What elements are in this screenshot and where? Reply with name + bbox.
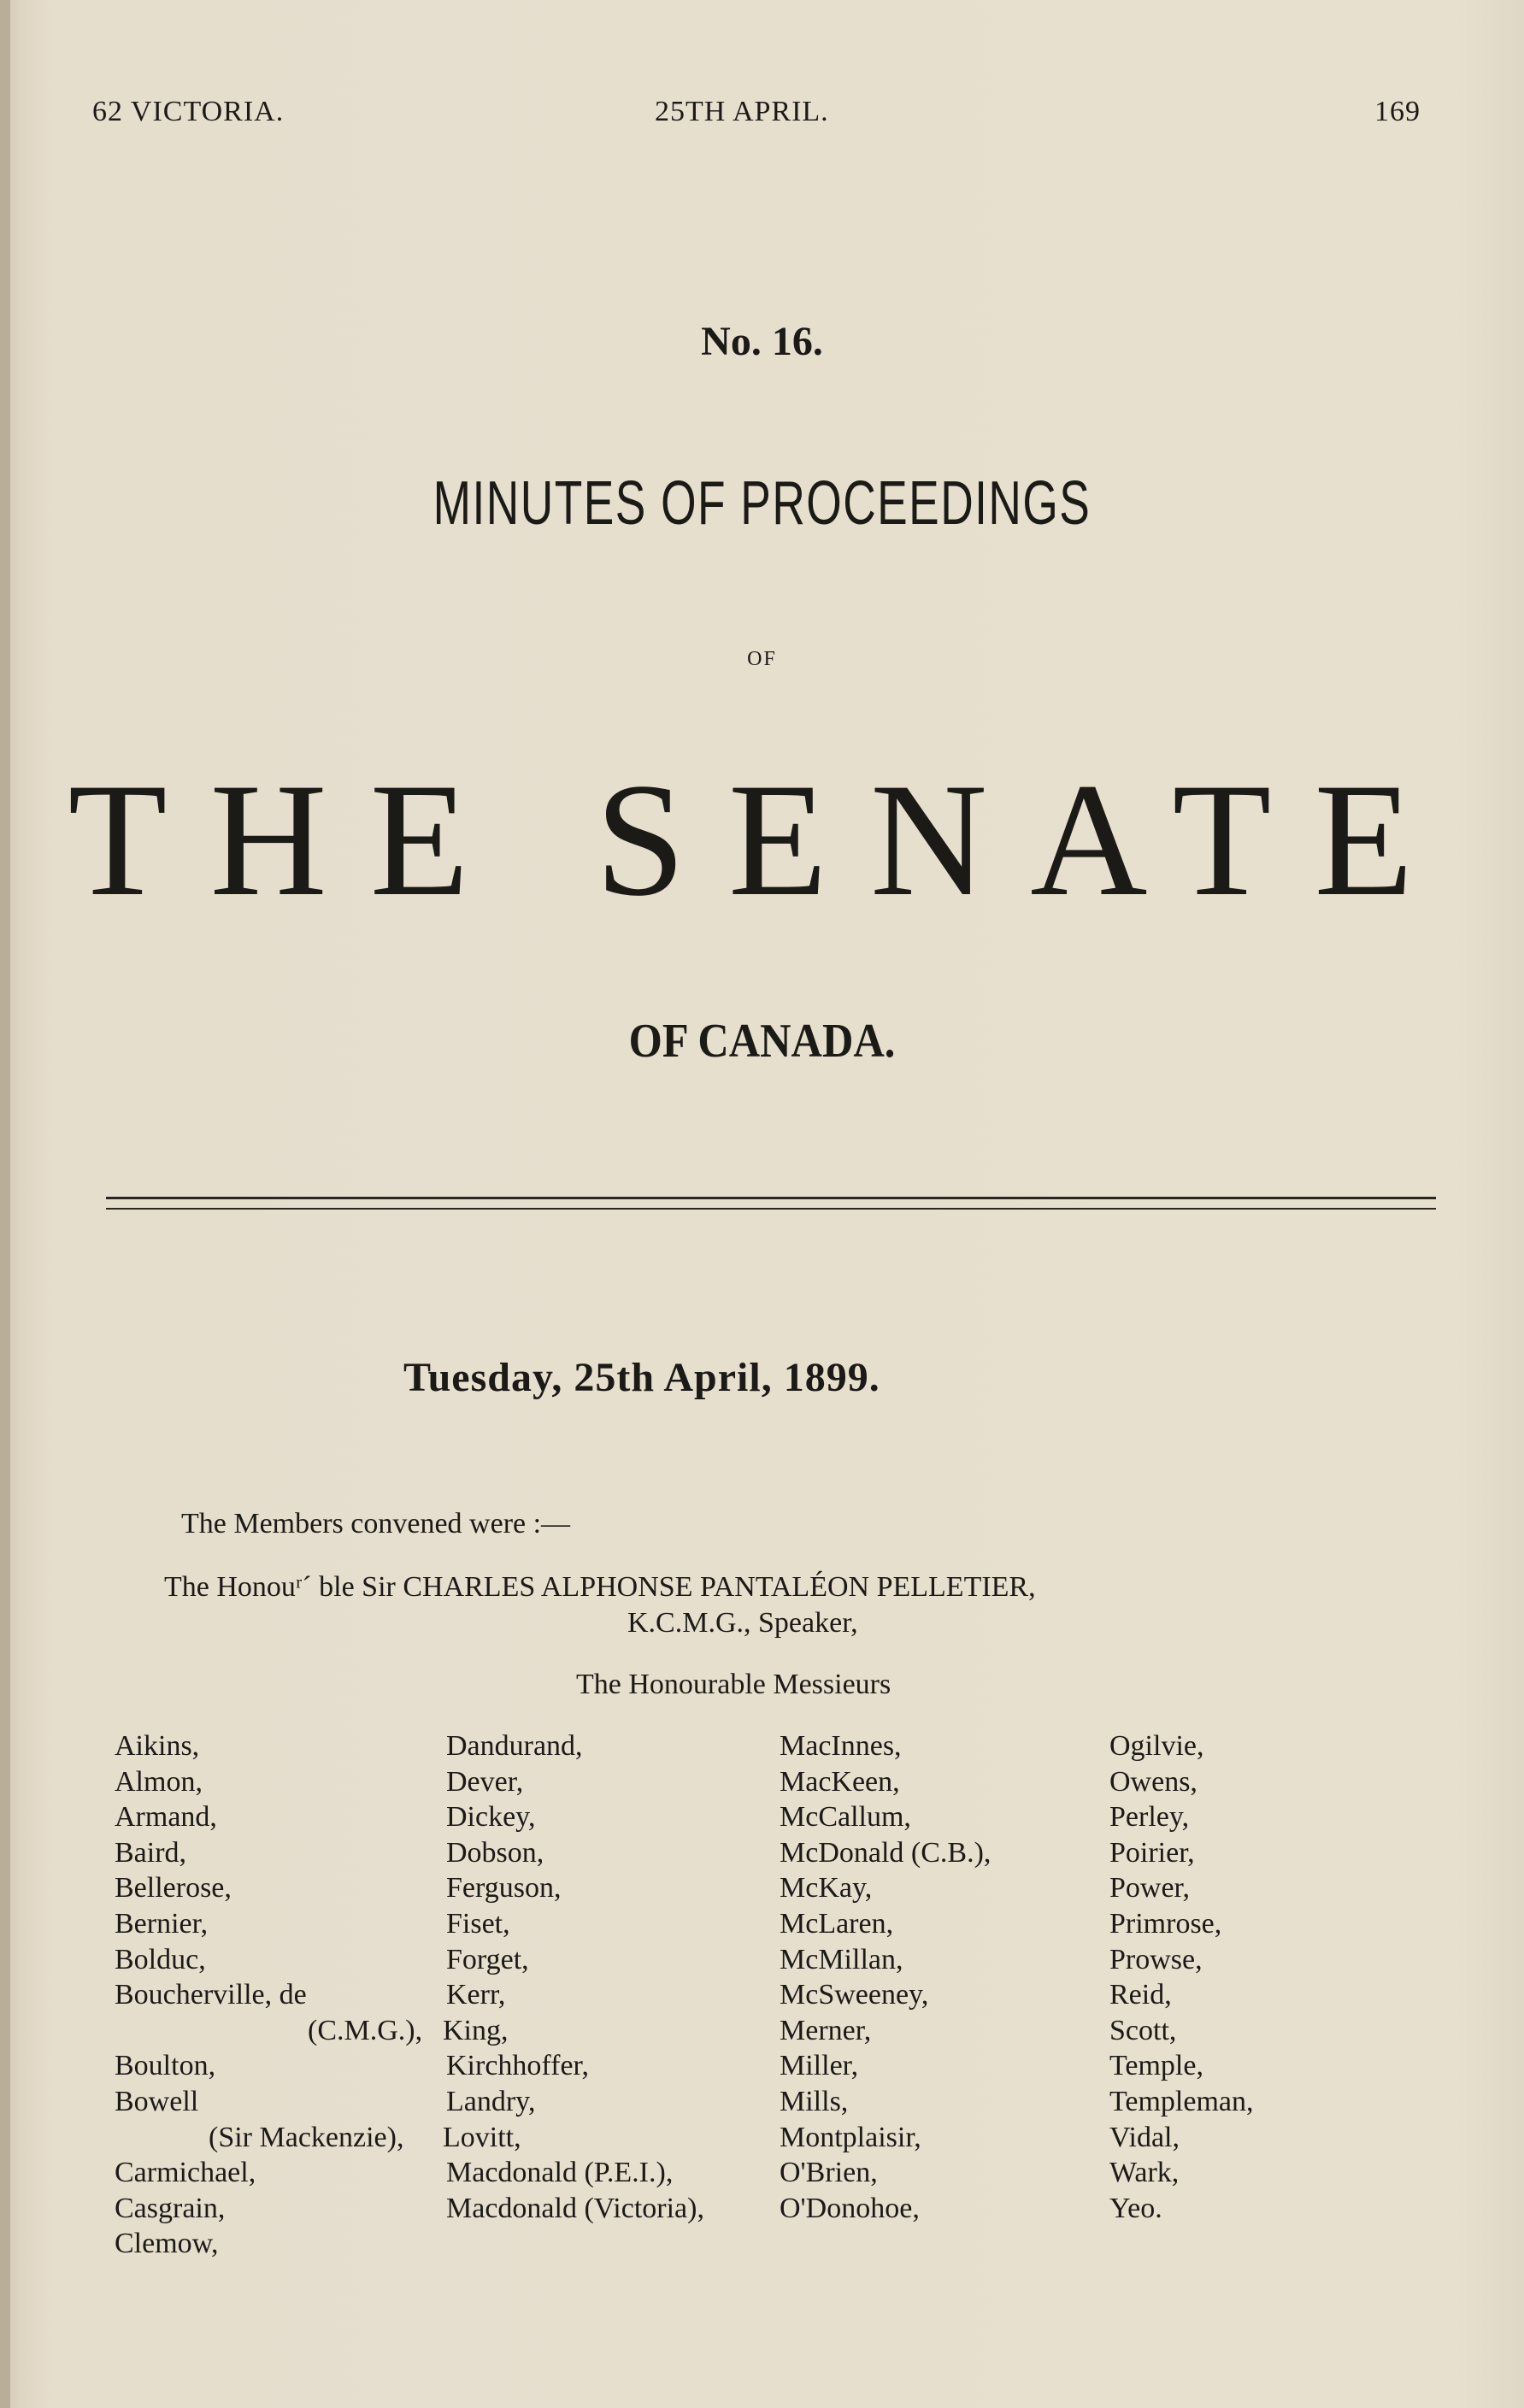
member-name: Macdonald (Victoria), <box>446 2192 704 2224</box>
member-name: Yeo. <box>1109 2192 1162 2224</box>
member-name: Ogilvie, <box>1109 1730 1204 1762</box>
member-name: Bowell <box>115 2085 199 2117</box>
member-name: Scott, <box>1109 2014 1177 2046</box>
member-name: Casgrain, <box>115 2192 226 2224</box>
member-name: McMillan, <box>780 1943 903 1975</box>
member-name: Owens, <box>1109 1765 1197 1798</box>
title-of: OF <box>747 648 777 670</box>
member-name: Ferguson, <box>446 1872 562 1905</box>
member-name: Vidal, <box>1109 2121 1180 2153</box>
member-name: Bernier, <box>115 1907 209 1940</box>
title-senate: THE SENATE <box>68 751 1456 930</box>
member-name: Mills, <box>780 2085 849 2117</box>
header-session: 62 VICTORIA. <box>92 96 285 127</box>
divider-rule-top <box>106 1197 1436 1199</box>
member-name: Baird, <box>115 1836 187 1869</box>
member-name: Macdonald (P.E.I.), <box>446 2157 674 2189</box>
member-name: Landry, <box>446 2085 536 2117</box>
member-name: Kirchhoffer, <box>446 2050 589 2082</box>
member-name: Carmichael, <box>115 2157 256 2189</box>
members-convened-label: The Members convened were :— <box>181 1508 571 1540</box>
member-name: O'Brien, <box>780 2157 878 2189</box>
member-name: Lovitt, <box>443 2121 521 2153</box>
member-name: Poirier, <box>1109 1836 1195 1869</box>
member-name: Reid, <box>1109 1979 1172 2011</box>
members-column-4 <box>1109 1728 1254 2226</box>
messieurs-heading: The Honourable Messieurs <box>576 1669 891 1700</box>
member-name: Temple, <box>1109 2050 1203 2082</box>
member-name: Wark, <box>1109 2157 1180 2189</box>
member-name: King, <box>443 2014 509 2046</box>
member-name: Almon, <box>115 1765 203 1798</box>
member-name: Dickey, <box>446 1801 536 1834</box>
member-name: Montplaisir, <box>780 2121 921 2153</box>
page-number: 169 <box>1374 96 1421 127</box>
member-name: MacKeen, <box>780 1765 900 1798</box>
member-name: Dobson, <box>446 1836 544 1869</box>
member-name: Perley, <box>1109 1801 1190 1834</box>
member-name: McSweeney, <box>780 1979 929 2011</box>
member-name: Templeman, <box>1109 2085 1254 2117</box>
member-name: Bellerose, <box>115 1872 232 1905</box>
member-name: Merner, <box>780 2014 872 2046</box>
issue-number: No. 16. <box>701 319 823 364</box>
member-name: Boucherville, de <box>115 1979 307 2011</box>
member-name: Aikins, <box>115 1730 200 1762</box>
member-name: Armand, <box>115 1801 217 1834</box>
member-name: Miller, <box>780 2050 859 2082</box>
title-minutes: MINUTES OF PROCEEDINGS <box>432 469 1092 538</box>
member-name-continuation: (C.M.G.), <box>308 2014 423 2046</box>
member-name: McLaren, <box>780 1907 894 1940</box>
member-name: McKay, <box>780 1872 873 1905</box>
speaker-title: K.C.M.G., Speaker, <box>627 1607 858 1639</box>
title-of-canada: OF CANADA. <box>628 1015 896 1068</box>
divider-rule-bottom <box>106 1208 1436 1210</box>
members-column-1 <box>115 1728 422 2262</box>
member-name: Dever, <box>446 1765 524 1798</box>
members-column-3 <box>780 1728 991 2226</box>
member-name: McCallum, <box>780 1801 911 1834</box>
member-name: Boulton, <box>115 2050 216 2082</box>
member-name: McDonald (C.B.), <box>780 1836 991 1869</box>
member-name: Prowse, <box>1109 1943 1203 1975</box>
speaker-name: The Honouʳˊ ble Sir CHARLES ALPHONSE PANTALÉON PELLETIER, <box>164 1571 1036 1603</box>
member-name: Kerr, <box>446 1979 506 2011</box>
member-name: Primrose, <box>1109 1907 1222 1940</box>
header-date: 25TH APRIL. <box>655 96 829 127</box>
member-name: Bolduc, <box>115 1943 206 1975</box>
member-name: Fiset, <box>446 1907 510 1940</box>
member-name: MacInnes, <box>780 1730 902 1762</box>
member-name: Forget, <box>446 1943 529 1975</box>
member-name: O'Donohoe, <box>780 2192 920 2224</box>
members-column-2 <box>443 1728 704 2226</box>
member-name-continuation: (Sir Mackenzie), <box>209 2121 404 2153</box>
member-name: Power, <box>1109 1872 1191 1905</box>
session-date: Tuesday, 25th April, 1899. <box>403 1355 880 1400</box>
member-name: Clemow, <box>115 2228 219 2260</box>
member-name: Dandurand, <box>446 1730 583 1762</box>
